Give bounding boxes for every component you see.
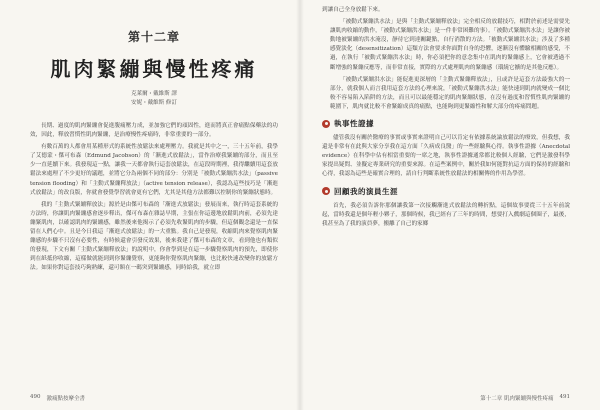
credit-line-reviser: 安妮・戴維斯 修訂 bbox=[131, 100, 177, 106]
indented-block bbox=[322, 18, 570, 112]
section-heading-anecdotal bbox=[322, 118, 570, 129]
section-bullet-icon bbox=[322, 187, 330, 195]
credit-line-translator: 克萊爾・戴維斯 譯 bbox=[131, 91, 177, 97]
book-title-running-footer: 激痛點按摩全書 bbox=[46, 396, 86, 402]
indented-paragraph: 「被動式緊繃洪水法」能促進更深層的「主動式緊繃釋放法」，且或許是這套方法最強大的一部分，就我個人而言我用這套方法的心理來說，「被動式緊繃洪水法」能快速到肌肉就變成一個比較不容易陷入陷阱的方法，而且可以最能穩定的肌肉緊繃狀態，在沒有過度和習慣性肌肉緊繃的範圍下，肌肉就比較不會緊縮成真的痛點，也能夠到更緊縮性和解大部分的疼痛問題。 bbox=[330, 76, 570, 110]
chapter-running-footer: 第十二章 肌肉緊繃與慢性疼痛 bbox=[480, 396, 554, 402]
body-paragraph: 長期、過度的肌肉緊繃會促進腹痛壓力成，並加強它們的頑固性，進而將真正會痛點保藥法的功效，因此，釋放習慣性肌肉緊繃，是治療慢性疼痛時，非常重要的一部分。 bbox=[30, 123, 278, 139]
body-paragraph: 儘管我沒有關於醫療的事實或事實來證明自己可以肯定有依據系統論放鬆法的療效，但我想，我還是非常有在此與大家分享我在這方面「久病成良醫」的一些經驗與心得。執事性證據（Anecdotal evidence）在科學中佔有相當重要的一席之地，執事性證據通常都比較個人經驗，它們是激發科學家提出疑問、並擬定專業研究的重要來源。在這些案例中，關於我如何能對抗這方面的保持的經驗和心得，我認為這些是確實合理的，請自行判斷系統性放鬆法的相關傳的作用為學習。 bbox=[322, 135, 570, 178]
chapter-credits bbox=[30, 90, 278, 108]
section-bullet-icon bbox=[322, 120, 330, 128]
page-number: 491 bbox=[559, 394, 570, 400]
continued-paragraph: 到讓自己全身放鬆下來。 bbox=[322, 7, 384, 13]
section-title: 回顧我的演員生涯 bbox=[334, 186, 398, 196]
chapter-title: 肌肉緊繃與慢性疼痛 bbox=[50, 57, 258, 81]
left-folio bbox=[30, 394, 85, 402]
page-number: 490 bbox=[30, 394, 41, 400]
body-paragraph: 首先，我必須告訴你那個讓我第一次接觸漸進式放鬆法的轉折點，這個故事要從三十五年前說起，當時我還是個年輕小夥子，那個時候，我已經有了三年的時間，想要打入戲劇這個圈子，最後，我甚至為了我的演員夢，搬離了自己的家鄉 bbox=[322, 202, 570, 227]
right-folio bbox=[480, 394, 570, 402]
body-paragraph: 有數百萬的人都會用某種形式的系統性放鬆法來處理壓力。我就是其中之一，三十五年前，我學了艾德蒙・傑可布森（Edmund Jacobson）的「漸進式放鬆法」，當作治療我緊繃的部分，而且至少一直延續下來。我發現這一點，讓我一天都會執行這套放鬆法，在這段時期裡，我得繼續用這套放鬆法來處理了不少更好的議題，並將它分為兩個不同的部分：分別是「被動式緊繃洪水法」（passive tension flooding）和「主動式緊繃釋放法」（active tension release），我認為這些技巧是「漸進式放鬆法」的改良版，你就會發覺學習就會更有它們，尤其是其他方法都難以控制你的緊繃狀態時。 bbox=[30, 144, 278, 196]
section-heading-career bbox=[322, 186, 570, 197]
indented-paragraph: 「被動式緊繃洪水法」是與「主動式緊繃釋放法」完全相反的放鬆技巧，相對於前述是需要先讓肌肉收縮的動作，「被動式緊繃洪水法」是一件非常困難的事）。「被動式緊繃洪水法」是讓你被動地被緊繃的洪水淹沒，靜待它到達關鍵點，自行消散的方法。「被動式緊繃洪水法」涉及了多種感覺淡化（desensitization）這類方法會要求你面對自身的恐懼，逐漸沒有體驗相關的感受，不過，在執行「被動式緊繃洪水法」時，你必須把你的意念集中在肌肉的緊繃感上，它會被透過不斷增強的緊繃反應等，而非常直接，實際的方式處理肌肉的緊繃感（環繞它擴的是其他反應）。 bbox=[330, 19, 570, 71]
chapter-number: 第十二章 bbox=[127, 30, 180, 44]
right-page bbox=[300, 0, 600, 410]
left-body-text bbox=[30, 122, 278, 274]
section-title: 執事性證據 bbox=[334, 119, 374, 129]
body-paragraph: 我的「主動式緊繃釋放法」源於是由傑可布森的「漸進式放鬆法」發展而來，執行時這套系統的方法時，你讓肌肉緊繃感會逐步釋出，傑可布森在雜誌早期，主張在你這邊地放鬆肌肉前，必須先達繃緊肌肉，以確認肌肉的緊繃感，雖然後來他揭示了必須先收緊肌肉的步驟，但這個觀念還是一直保留在人們心中。且是今日我這「漸進式放鬆法」的一大重點。我自己是發現，收縮肌肉來覺察肌肉緊繃感的步驟不只沒有必要性，有時候還會引發反效果，後來我建了傑可布森的文章，看到他也有類似的發現，下文有關「主動式緊繃釋放法」的說明中，你會學到是在這一步驟覺察肌肉的預先，即使你到在紙抵你收縮，這樣做就能到到你緊繃覺察，更能夠你覺察肌肉緊繃，也比較快速改變你的放鬆方法。如果你對這套技巧夠熟練，還可額在一碼突到緊繃感，同時給我，就立即 bbox=[30, 201, 278, 272]
